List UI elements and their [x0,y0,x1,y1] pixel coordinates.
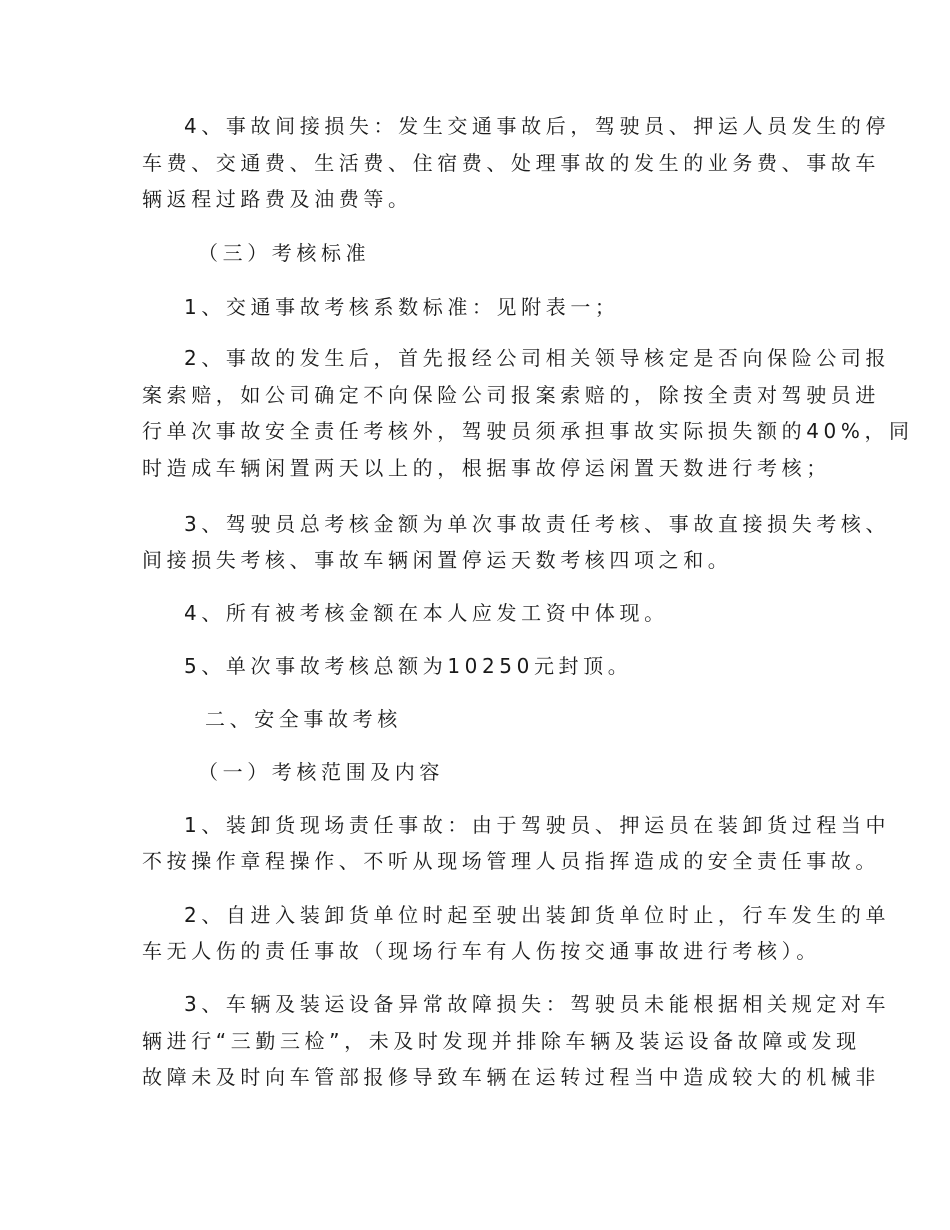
heading-safety-accident: 二、安全事故考核 [205,707,402,731]
paragraph-total-assessment-line-1: 3、驾驶员总考核金额为单次事故责任考核、事故直接损失考核、 [184,512,891,536]
heading-scope: （一）考核范围及内容 [198,760,444,784]
paragraph-insurance-claim-line-2: 案索赔，如公司确定不向保险公司报案索赔的，除按全责对驾驶员进 [142,383,880,407]
paragraph-insurance-claim-line-3: 行单次事故安全责任考核外，驾驶员须承担事故实际损失额的40%，同 [142,419,914,443]
paragraph-equipment-fault-line-3: 故障未及时向车管部报修导致车辆在运转过程当中造成较大的机械非 [142,1065,880,1089]
paragraph-loading-site-line-2: 不按操作章程操作、不听从现场管理人员指挥造成的安全责任事故。 [142,849,880,873]
paragraph-indirect-loss-line-2: 车费、交通费、生活费、住宿费、处理事故的发生的业务费、事故车 [142,151,880,175]
paragraph-equipment-fault-line-1: 3、车辆及装运设备异常故障损失：驾驶员未能根据相关规定对车 [184,992,891,1016]
paragraph-cap: 5、单次事故考核总额为10250元封顶。 [184,654,633,678]
paragraph-salary: 4、所有被考核金额在本人应发工资中体现。 [184,601,669,625]
paragraph-total-assessment-line-2: 间接损失考核、事故车辆闲置停运天数考核四项之和。 [142,548,733,572]
paragraph-insurance-claim-line-1: 2、事故的发生后，首先报经公司相关领导核定是否向保险公司报 [184,346,891,370]
paragraph-insurance-claim-line-4: 时造成车辆闲置两天以上的，根据事故停运闲置天数进行考核； [142,456,831,480]
paragraph-indirect-loss-line-3: 辆返程过路费及油费等。 [142,187,413,211]
paragraph-coefficient-standard: 1、交通事故考核系数标准：见附表一； [184,295,620,319]
heading-assessment-standard: （三）考核标准 [198,241,371,265]
paragraph-driving-accident-line-1: 2、自进入装卸货单位时起至驶出装卸货单位时止，行车发生的单 [184,903,891,927]
paragraph-equipment-fault-line-2: 辆进行“三勤三检”，未及时发现并排除车辆及装运设备故障或发现 [142,1029,861,1053]
paragraph-indirect-loss-line-1: 4、事故间接损失：发生交通事故后，驾驶员、押运人员发生的停 [184,114,891,138]
paragraph-driving-accident-line-2: 车无人伤的责任事故（现场行车有人伤按交通事故进行考核）。 [142,939,821,963]
paragraph-loading-site-line-1: 1、装卸货现场责任事故：由于驾驶员、押运员在装卸货过程当中 [184,813,891,837]
